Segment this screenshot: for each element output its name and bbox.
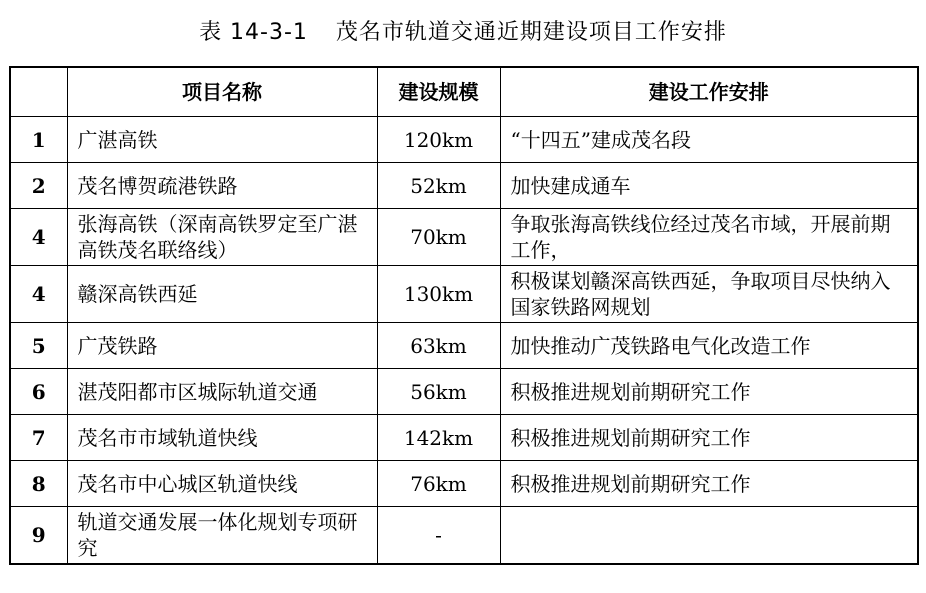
table-row [10,117,918,163]
header-work-arrangement: 建设工作安排 [500,67,918,117]
construction-scale: 52km [377,163,500,209]
header-construction-scale: 建设规模 [377,67,500,117]
table-header-row [10,67,918,117]
project-name: 广湛高铁 [67,117,377,163]
work-arrangement [500,507,918,565]
row-number: 1 [10,117,67,163]
table-row [10,323,918,369]
construction-scale: - [377,507,500,565]
work-arrangement: 积极推进规划前期研究工作 [500,415,918,461]
project-name: 广茂铁路 [67,323,377,369]
construction-scale: 120km [377,117,500,163]
work-arrangement: 加快建成通车 [500,163,918,209]
construction-scale: 56km [377,369,500,415]
table-row [10,461,918,507]
work-arrangement: 争取张海高铁线位经过茂名市域，开展前期工作， [500,209,918,266]
table-row [10,369,918,415]
work-arrangement: 积极推进规划前期研究工作 [500,369,918,415]
project-name: 张海高铁（深南高铁罗定至广湛高铁茂名联络线） [67,209,377,266]
table-row [10,163,918,209]
table-number: 表 14-3-1 [199,20,308,45]
table-title: 茂名市轨道交通近期建设项目工作安排 [335,20,727,45]
project-name: 轨道交通发展一体化规划专项研究 [67,507,377,565]
row-number: 6 [10,369,67,415]
row-number: 4 [10,209,67,266]
work-arrangement: 加快推动广茂铁路电气化改造工作 [500,323,918,369]
project-name: 赣深高铁西延 [67,266,377,323]
table-row [10,209,918,266]
table-row [10,415,918,461]
table-row [10,266,918,323]
construction-scale: 142km [377,415,500,461]
header-project-name: 项目名称 [67,67,377,117]
row-number: 4 [10,266,67,323]
table-row [10,507,918,565]
construction-scale: 76km [377,461,500,507]
construction-scale: 63km [377,323,500,369]
row-number: 9 [10,507,67,565]
project-name: 茂名市市域轨道快线 [67,415,377,461]
work-arrangement: 积极谋划赣深高铁西延，争取项目尽快纳入国家铁路网规划 [500,266,918,323]
table-caption [0,18,926,48]
project-name: 茂名市中心城区轨道快线 [67,461,377,507]
project-name: 茂名博贺疏港铁路 [67,163,377,209]
construction-scale: 70km [377,209,500,266]
project-schedule-table [9,66,919,565]
project-name: 湛茂阳都市区城际轨道交通 [67,369,377,415]
row-number: 8 [10,461,67,507]
row-number: 7 [10,415,67,461]
row-number: 2 [10,163,67,209]
header-no [10,67,67,117]
row-number: 5 [10,323,67,369]
work-arrangement: 积极推进规划前期研究工作 [500,461,918,507]
work-arrangement: “十四五”建成茂名段 [500,117,918,163]
construction-scale: 130km [377,266,500,323]
